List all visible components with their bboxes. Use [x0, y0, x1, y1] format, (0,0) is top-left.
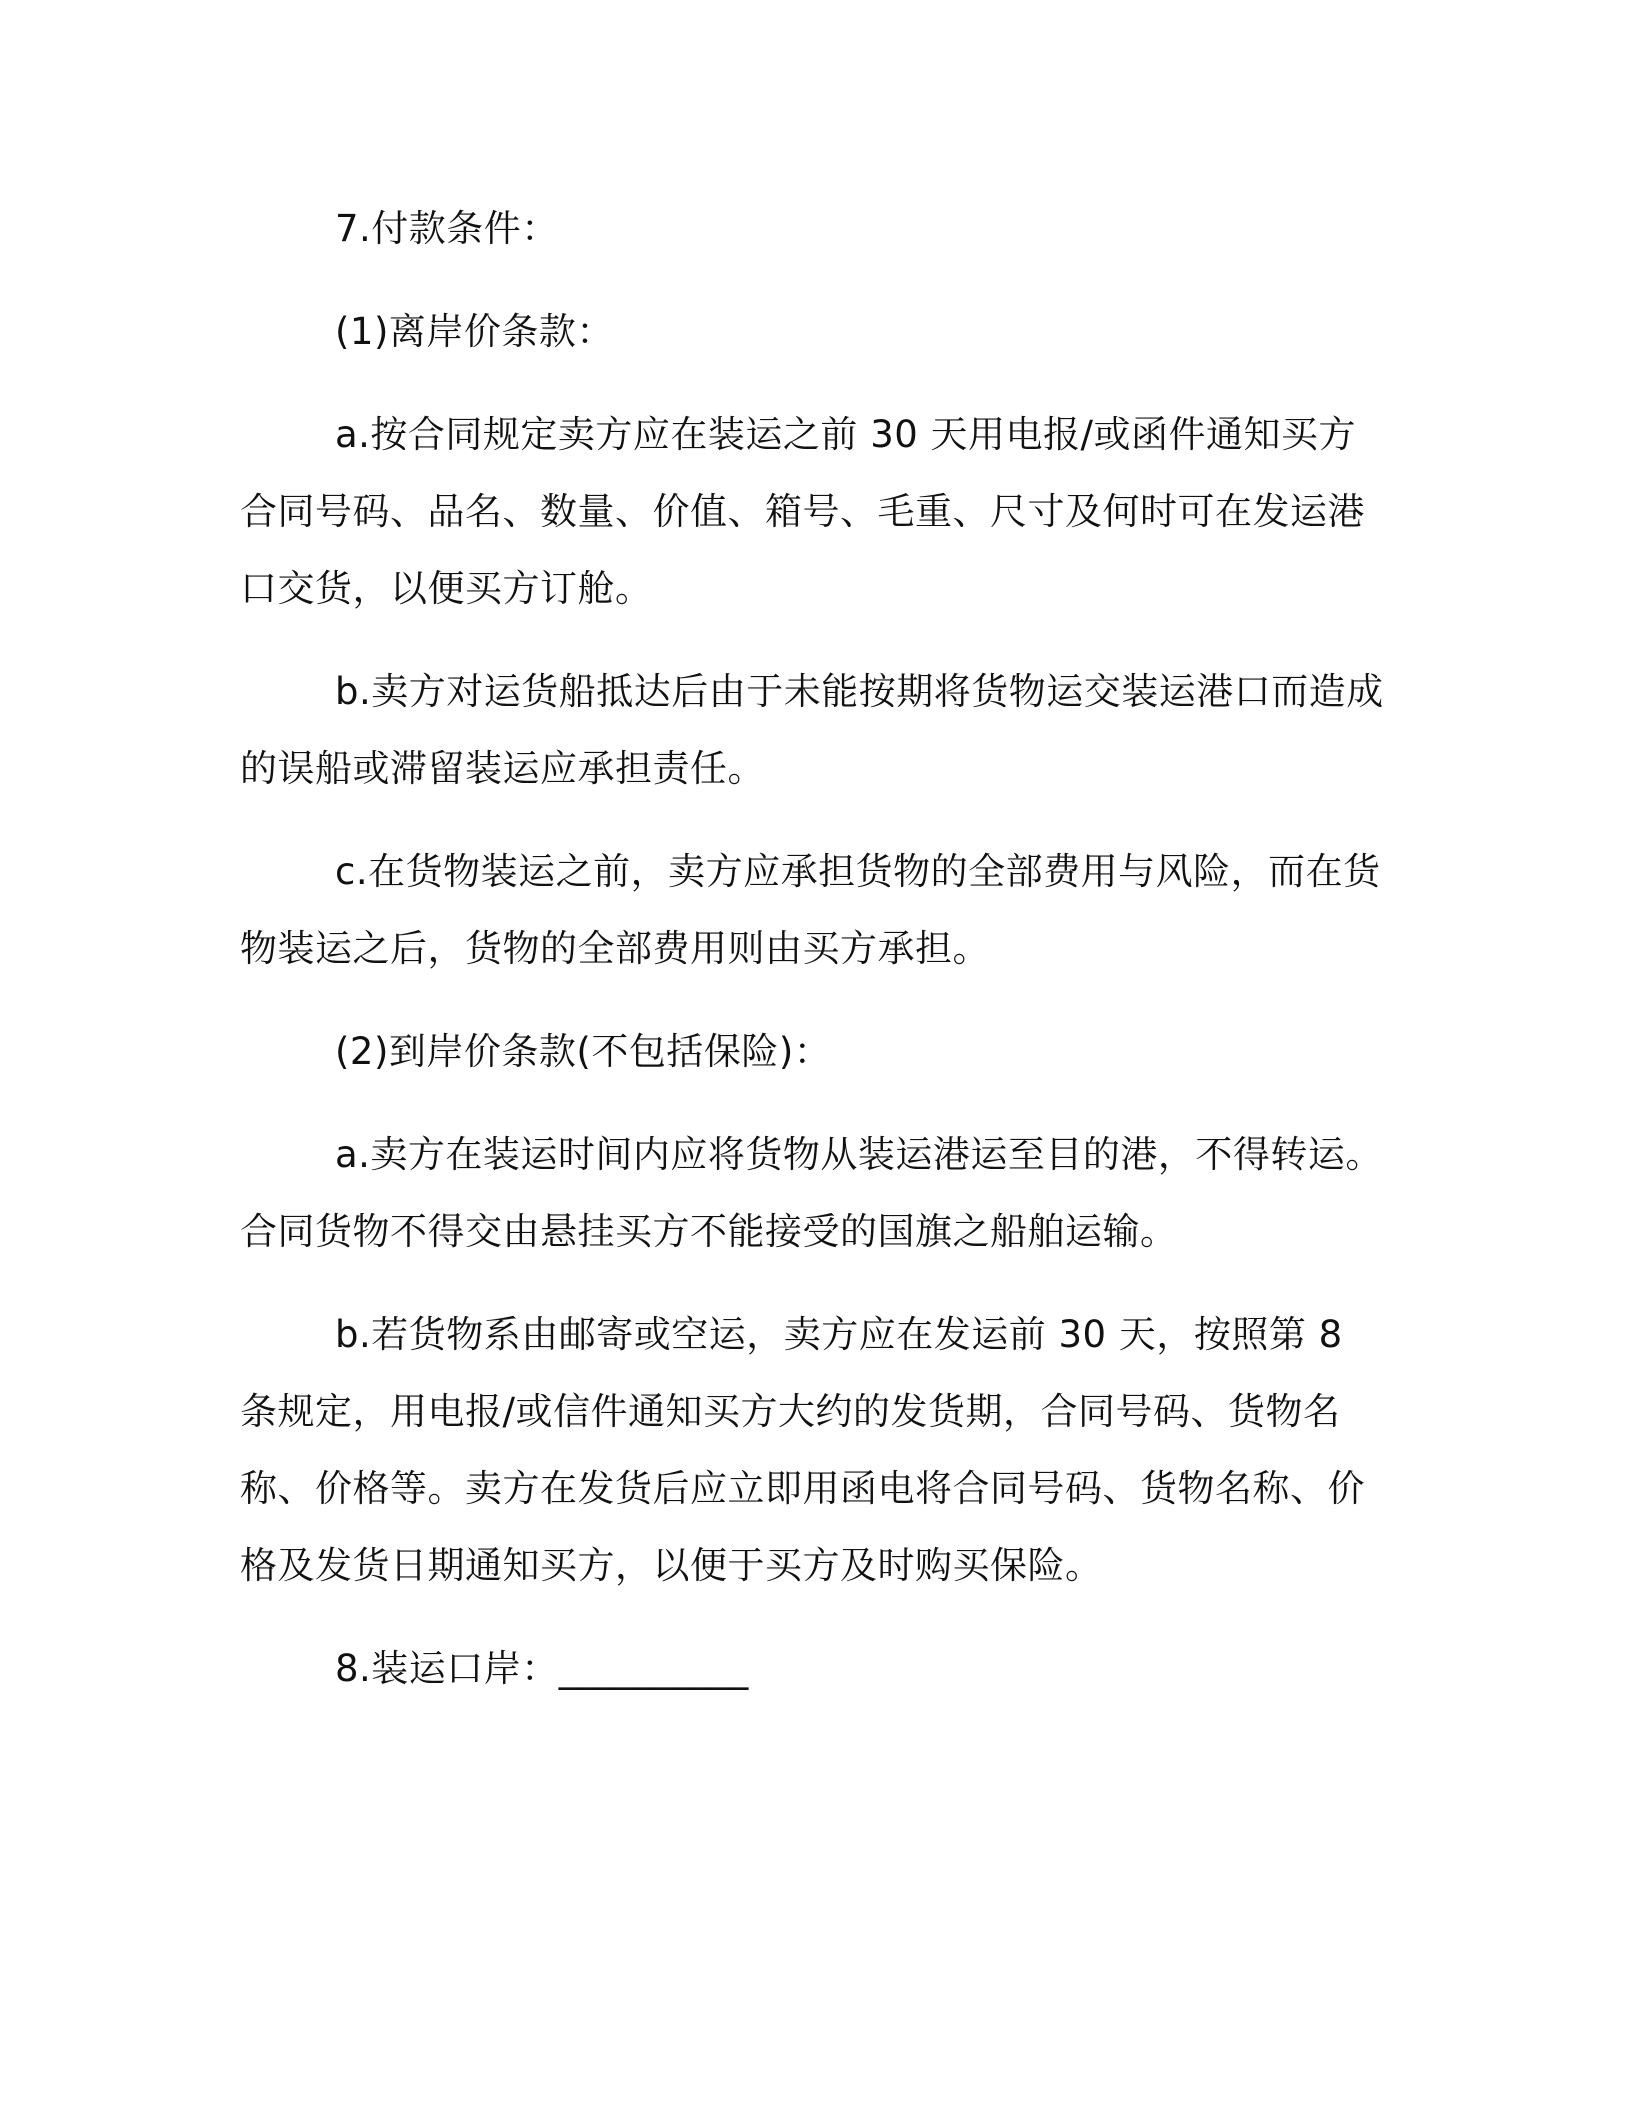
heading-port-of-shipment: 8.装运口岸：__________ — [335, 1647, 749, 1690]
heading-payment-terms: 7.付款条件： — [335, 207, 559, 250]
fob-clause-c: c.在货物装运之前，卖方应承担货物的全部费用与风险，而在货物装运之后，货物的全部费用则由买方承担。 — [240, 850, 1381, 970]
fob-clause-a: a.按合同规定卖方应在装运之前 30 天用电报/或函件通知买方合同号码、品名、数量、价值、箱号、毛重、尺寸及何时可在发运港口交货，以便买方订舱。 — [240, 413, 1365, 610]
cif-clause-b: b.若货物系由邮寄或空运，卖方应在发运前 30 天，按照第 8 条规定，用电报/或信件通知买方大约的发货期，合同号码、货物名称、价格等。卖方在发货后应立即用函电将合同号码、货物名称、价格及发货日期通知买方，以便于买方及时购买保险。 — [240, 1313, 1365, 1587]
cif-clause-a: a.卖方在装运时间内应将货物从装运港运至目的港，不得转运。合同货物不得交由悬挂买方不能接受的国旗之船舶运输。 — [240, 1133, 1383, 1253]
subheading-fob-terms: (1)离岸价条款： — [335, 310, 614, 353]
subheading-cif-terms: (2)到岸价条款(不包括保险)： — [335, 1030, 832, 1073]
document-body — [240, 190, 1390, 1707]
fob-clause-b: b.卖方对运货船抵达后由于未能按期将货物运交装运港口而造成的误船或滞留装运应承担责任。 — [240, 670, 1384, 790]
